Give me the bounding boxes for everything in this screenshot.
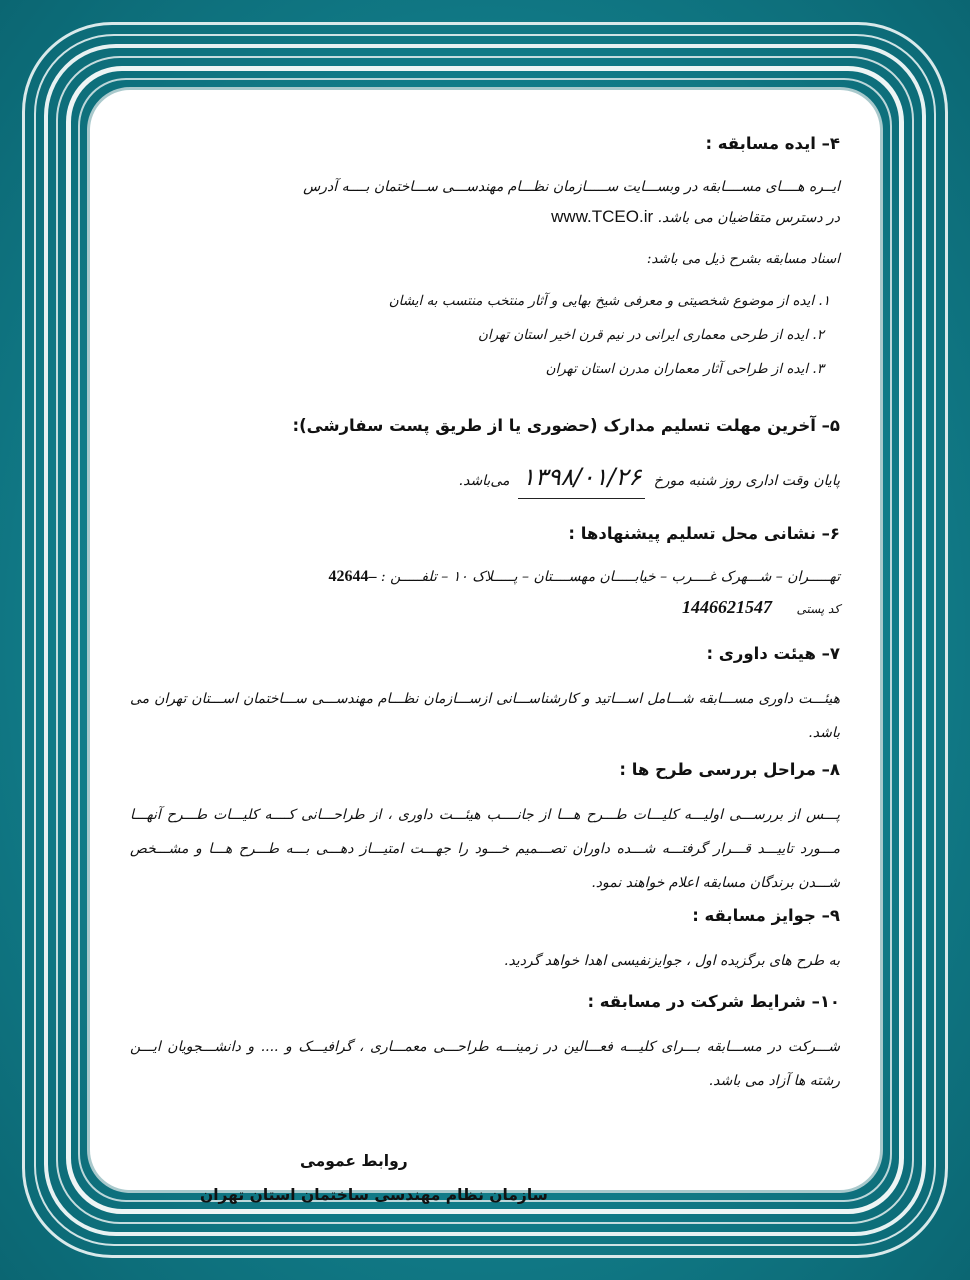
document-page	[90, 90, 880, 1204]
section-4-heading: ۴– ایده مسابقه :	[705, 134, 840, 153]
section-6-heading: ۶– نشانی محل تسلیم پیشنهادها :	[568, 524, 840, 543]
list-item: ۳. ایده از طراحی آثار معماران مدرن استان تهران	[545, 361, 824, 377]
deadline-text-before: پایان وقت اداری روز شنبه مورخ	[653, 473, 840, 489]
section-9-heading: ۹– جوایز مسابقه :	[692, 906, 840, 925]
postal-label: کد پستی	[796, 602, 840, 616]
section-7-heading: ۷– هیئت داوری :	[706, 644, 840, 663]
section-4-line-1: ایــره هــــای مســــابقه در وبســـایت ســـــازمان نظـــام مهندســـی ســـاختمان بــــه آدرس	[303, 179, 840, 195]
address-line	[130, 562, 840, 592]
footer-public-relations: روابط عمومی	[300, 1152, 408, 1170]
section-10-text: شـــرکت در مســـابقه بـــرای کلیـــه فعـــالین در زمینـــه طراحـــی معمـــاری ، گرافیـــک و .... و دانشـــجویان ایـــن رشته ها آزاد می باشد.	[130, 1039, 840, 1089]
postal-code: 1446621547	[682, 597, 773, 617]
section-4-list	[130, 284, 830, 386]
list-item: ۱. ایده از موضوع شخصیتی و معرفی شیخ بهایی و آثار منتخب منتسب به ایشان	[388, 293, 830, 309]
postal-line	[130, 592, 840, 624]
section-5-text	[130, 462, 840, 499]
section-4-line-2-text: در دسترس متقاضیان می باشد.	[657, 210, 840, 226]
section-7-text: هیئـــت داوری مســـابقه شـــامل اســـاتید و کارشناســـانی ازســـازمان نظـــام مهندســـی ســـاختمان اســـتان تهران می باشد.	[130, 691, 840, 741]
section-5-heading: ۵– آخرین مهلت تسلیم مدارک (حضوری یا از طریق پست سفارشی):	[292, 416, 840, 435]
deadline-text-after: می‌باشد.	[458, 473, 510, 489]
website-link[interactable]: www.TCEO.ir	[551, 207, 654, 226]
address-text: تهـــــران – شـــهرک غــــرب – خیابـــــان مهســــتان – پـــــلاک ۱۰ – تلفـــــن :	[380, 569, 840, 585]
section-4-intro: اسناد مسابقه بشرح ذیل می باشد:	[646, 251, 840, 267]
deadline-date: ۱۳۹۸/۰۱/۲۶	[518, 462, 645, 499]
list-item: ۲. ایده از طرحی معماری ایرانی در نیم قرن اخیر استان تهران	[478, 327, 824, 343]
section-8-heading: ۸– مراحل بررسی طرح ها :	[619, 760, 840, 779]
section-9-text: به طرح های برگزیده اول ، جوایزنفیسی اهدا خواهد گردید.	[504, 953, 840, 969]
phone-number: 42644–	[328, 568, 377, 585]
section-8-text: پـــس از بررســـی اولیـــه کلیـــات طـــرح هـــا از جانــــب هیئـــت داوری ، از طراحـــانی کــــه کلیـــات طـــرح آنهـــا مـــورد تاییـــد قـــرار گرفتـــه شـــده داوران تصـــمیم خـــود را جهـــت امتیـــاز دهـــی بـــه طـــرح هـــا و مشـــخص شـــدن برندگان مسابقه اعلام خواهند نمود.	[130, 807, 840, 891]
section-10-heading: ۱۰– شرایط شرکت در مسابقه :	[587, 992, 840, 1011]
footer-organization: سازمان نظام مهندسی ساختمان استان تهران	[200, 1186, 548, 1204]
section-4-line-2	[130, 202, 840, 233]
